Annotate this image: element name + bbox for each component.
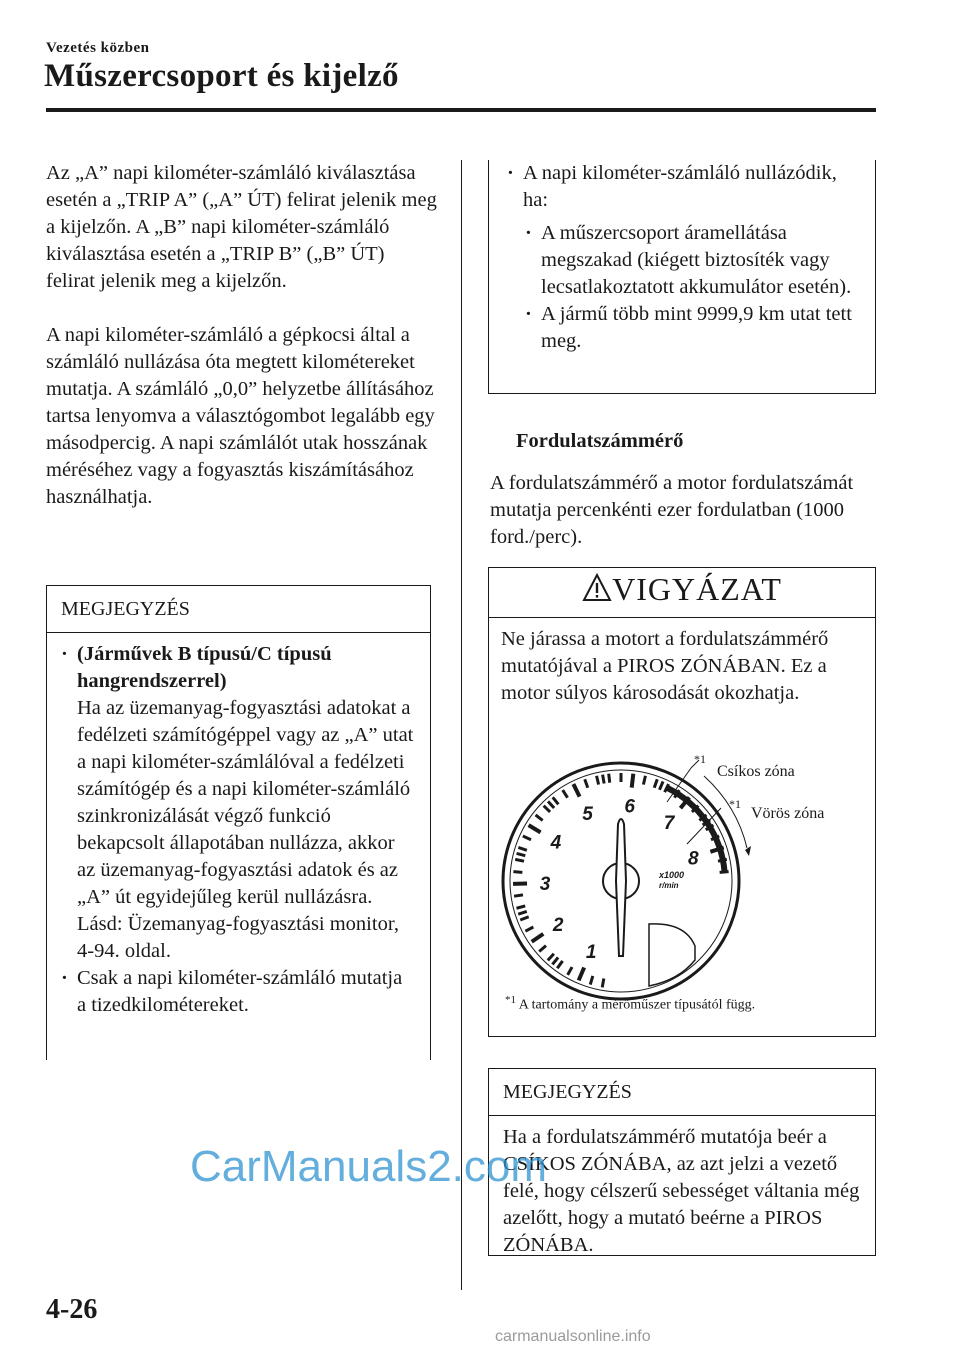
- site-watermark: carmanualsonline.info: [495, 1328, 651, 1345]
- gauge-number: 1: [585, 941, 597, 963]
- left-column: [46, 160, 438, 511]
- gauge-number: 3: [539, 874, 551, 896]
- note-text: Ha a fordulatszámmérő mutatója beér a CSÍKOS ZÓNÁBA, az azt jelzi a vezető felé, hogy célszerű sebességet váltania még azelőtt, hogy a mutató beérne a PIROS ZÓNÁBA.: [503, 1126, 860, 1256]
- gauge-unit-bottom: r/min: [659, 881, 679, 890]
- minor-tick: [603, 775, 605, 784]
- note-bullet: · Csak a napi kilométer-számláló mutatja a tizedkilométereket.: [61, 965, 416, 1019]
- warning-triangle-icon: [582, 573, 612, 603]
- red-zone-label: Vörös zóna: [751, 805, 825, 822]
- minor-tick: [602, 978, 604, 987]
- warning-title: VIGYÁZAT: [612, 571, 782, 607]
- tachometer-description: A fordulatszámmérő a motor fordulatszámát mutatja percenkénti ezer fordulatban (1000 ford./perc).: [490, 472, 854, 548]
- minor-tick: [513, 872, 522, 873]
- footnote-text: A tartomány a mérőműszer típusától függ.: [518, 997, 756, 1013]
- gauge-number: 2: [552, 914, 564, 936]
- gauge-unit-top: x1000: [659, 870, 685, 880]
- reset-condition: · A jármű több mint 9999,9 km utat tett meg.: [525, 301, 861, 355]
- gauge-number: 4: [550, 832, 562, 854]
- note-body: [47, 633, 430, 1019]
- striped-zone-mark: *1: [694, 752, 706, 766]
- minor-tick: [597, 776, 599, 785]
- note-heading: MEGJEGYZÉS: [489, 1069, 875, 1116]
- note-bullet: [61, 641, 416, 965]
- reset-box: [488, 160, 876, 394]
- major-tick: [632, 774, 634, 788]
- minor-tick: [643, 776, 645, 785]
- needle: [616, 819, 626, 956]
- warning-box: [488, 567, 876, 1037]
- note-bullet-text: Ha az üzemanyag-fogyasztási adatokat a fedélzeti számítógéppel vagy az „A” utat a napi kilométer-számlálóval a fedélzeti számítógép és a napi kilométer-számláló szinkronizálását végző funkció bekapcsolt állapotában nullázza, akkor az üzemanyag-fogyasztási adatok és az „A” út egyidejűleg kerül nullázásra.: [77, 697, 414, 908]
- note-heading: MEGJEGYZÉS: [47, 586, 430, 633]
- page-number: 4-26: [46, 1294, 98, 1325]
- tachometer-diagram: [489, 746, 875, 1016]
- warning-text: Ne járassa a motort a fordulatszámmérő mutatójával a PIROS ZÓNÁBAN. Ez a motor súlyos károsodását okozhatja.: [501, 628, 829, 704]
- reset-condition: · A műszercsoport áramellátása megszakad (kiégett biztosíték vagy lecsatlakoztatott akkumulátor esetén).: [525, 220, 861, 301]
- striped-zone-label: Csíkos zóna: [717, 763, 795, 780]
- trip-meter-paragraph: A napi kilométer-számláló a gépkocsi által a számláló nullázása óta megtett kilométereket mutatja. A számláló „0,0” helyzetbe állításához tartsa lenyomva a választógombot legalább egy másodpercig. A napi számlálót utak hosszának méréséhez vagy a fogyasztás kiszámításához használhatja.: [46, 324, 435, 508]
- page-title: Műszercsoport és kijelző: [44, 58, 399, 94]
- trip-display-paragraph: Az „A” napi kilométer-számláló kiválasztása esetén a „TRIP A” („A” ÚT) felirat jelenik meg a kijelzőn. A „B” napi kilométer-számláló kiválasztása esetén a „TRIP B” („B” ÚT) felirat jelenik meg a kijelzőn.: [46, 162, 437, 292]
- section-label: Vezetés közben: [46, 40, 150, 56]
- column-divider: [461, 160, 462, 1290]
- minor-tick: [515, 859, 524, 861]
- tachometer-heading: Fordulatszámmérő: [516, 430, 684, 452]
- red-zone-mark: *1: [729, 797, 741, 811]
- gauge-number: 6: [624, 796, 635, 818]
- note-bullet-reference: Lásd: Üzemanyag-fogyasztási monitor, 4-94. oldal.: [77, 913, 399, 962]
- carmanuals-watermark: CarManuals2.com: [190, 1142, 548, 1191]
- red-zone-arrow: [745, 846, 751, 856]
- footnote: [505, 994, 755, 1014]
- gauge-number: 5: [582, 803, 593, 825]
- reset-intro: · A napi kilométer-számláló nullázódik, ha:: [507, 160, 861, 214]
- title-divider: [46, 108, 876, 112]
- gauge-number: 7: [663, 813, 675, 835]
- footnote-mark: *1: [505, 994, 516, 1006]
- note-bullet-title: · (Járművek B típusú/C típusú hangrendszerrel): [77, 643, 332, 692]
- minor-tick: [609, 774, 610, 783]
- minor-tick: [514, 895, 523, 896]
- warning-header: [489, 568, 875, 618]
- note-box-left: [46, 585, 431, 1060]
- gauge-number: 8: [687, 848, 699, 870]
